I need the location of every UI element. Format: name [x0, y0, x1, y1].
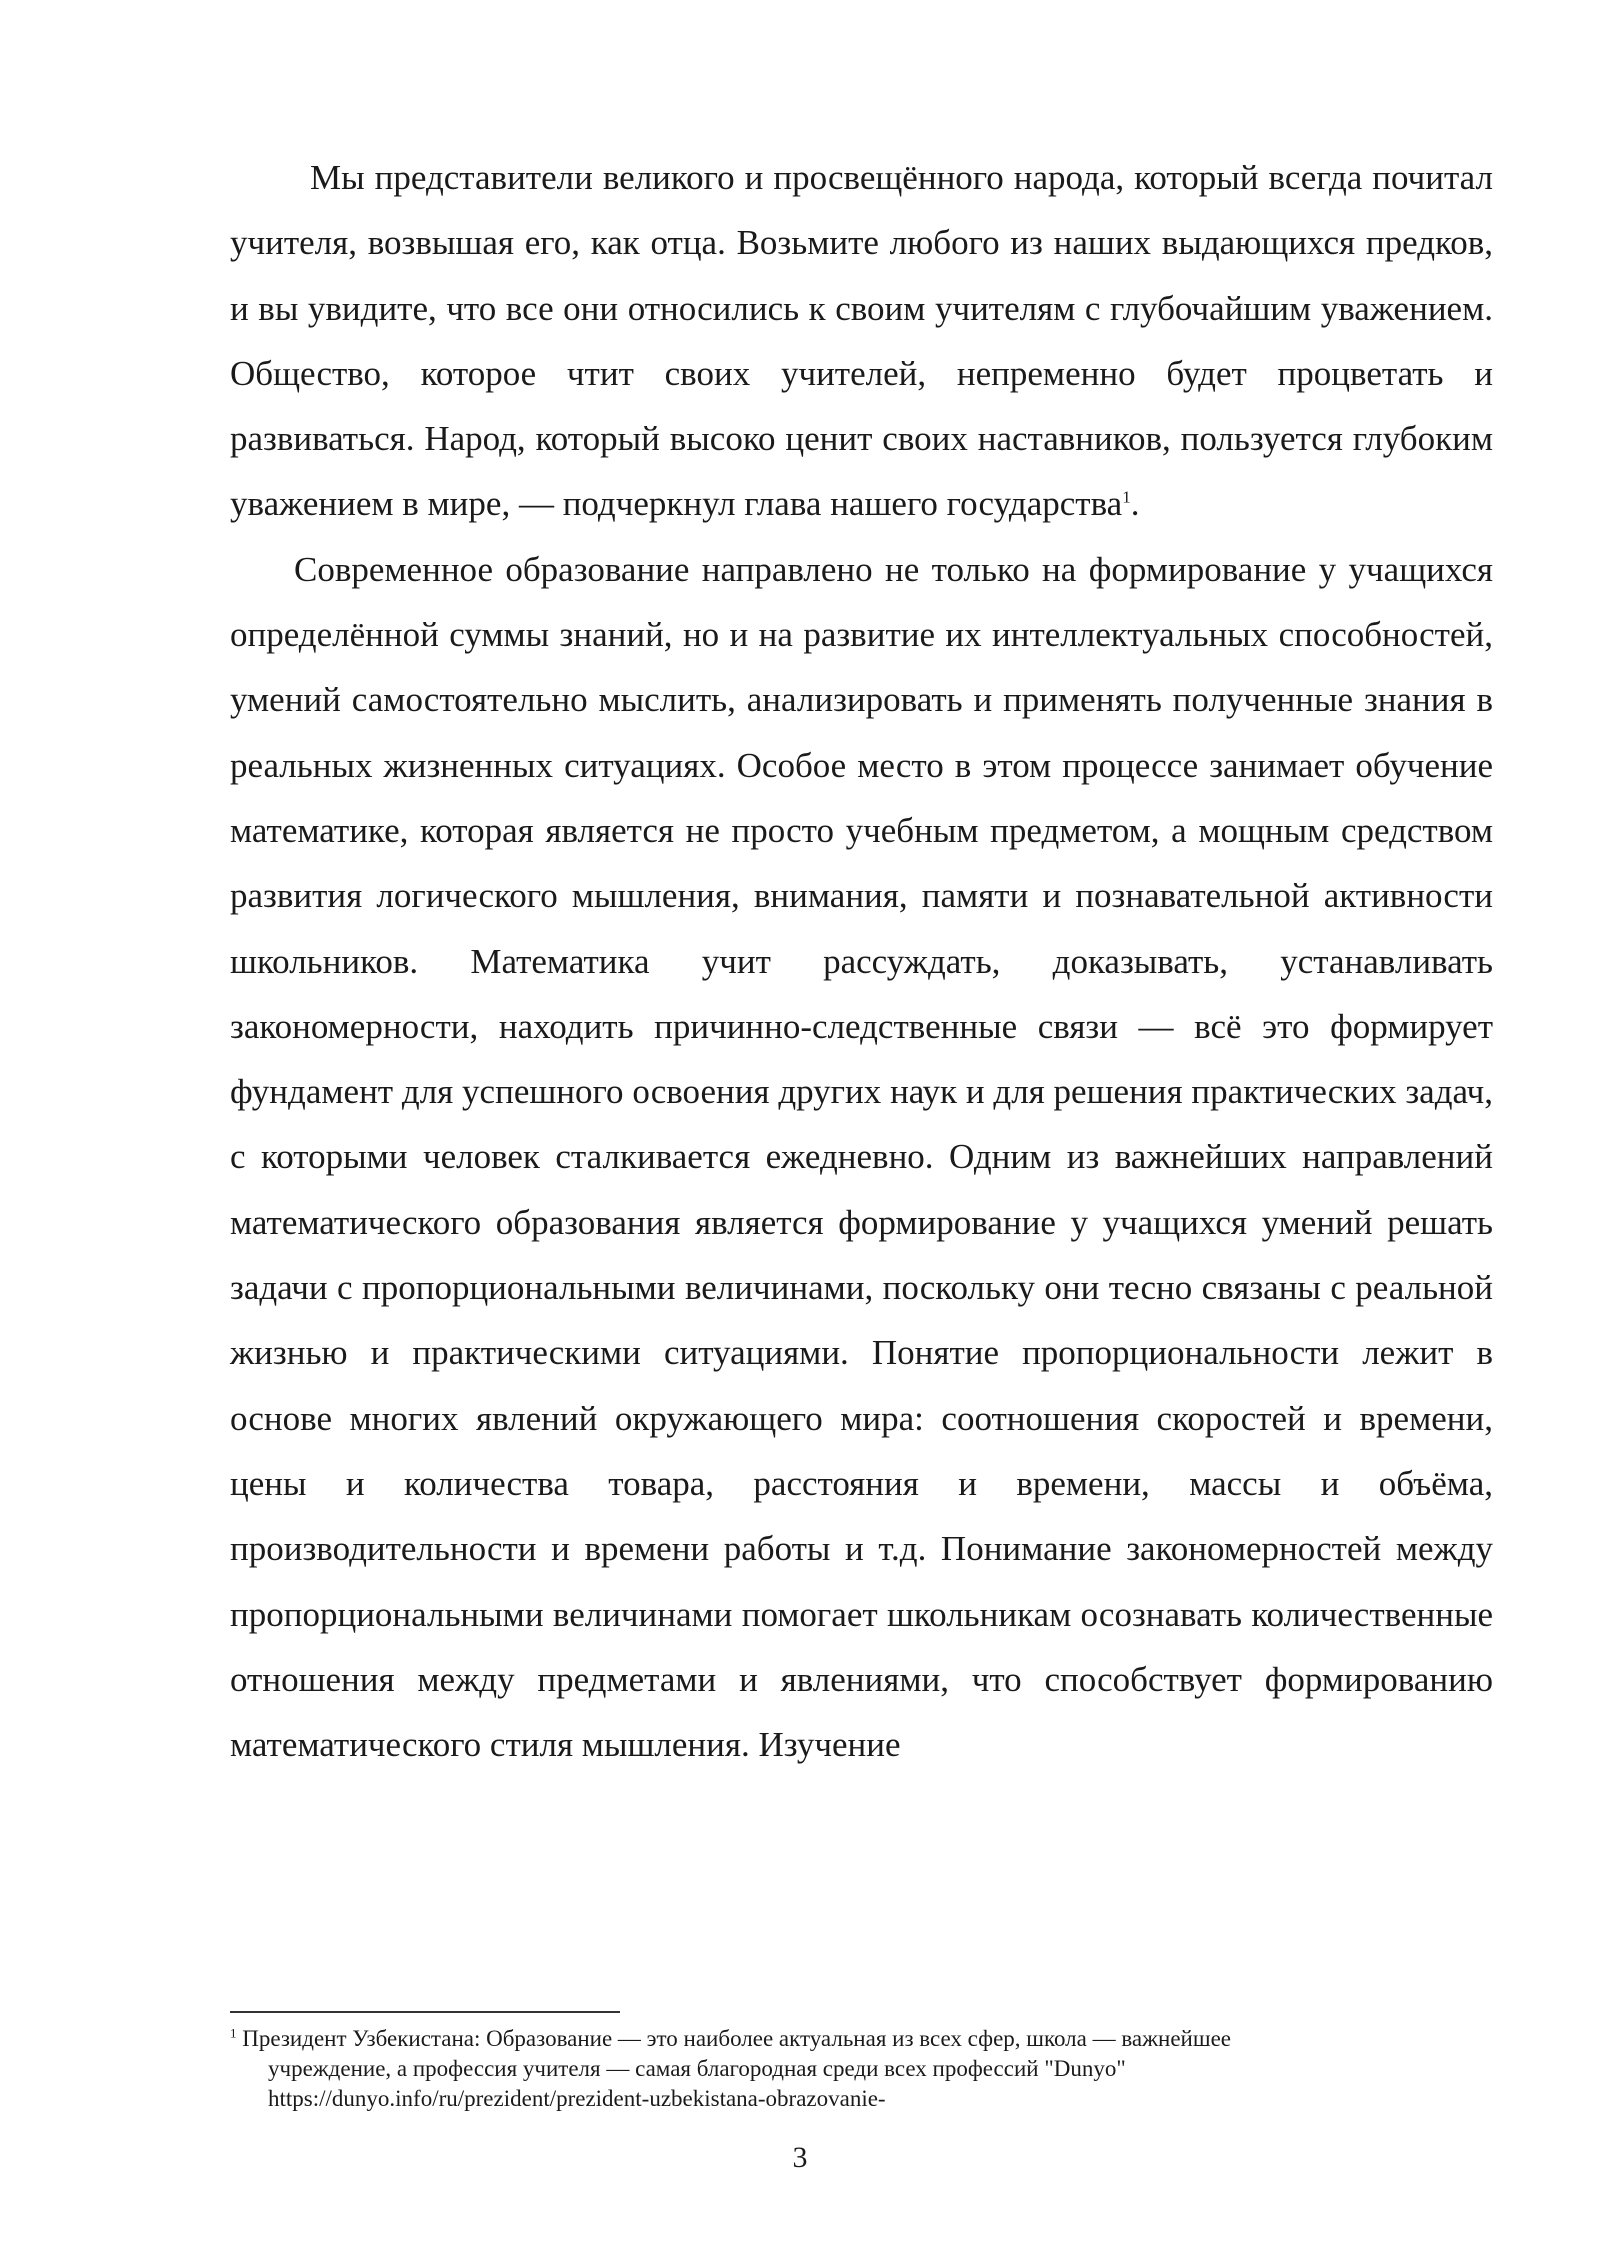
- footnote-reference[interactable]: 1: [1122, 487, 1131, 507]
- paragraph-2-text: Современное образование направлено не только на формирование у учащихся определённой суммы знаний, но и на развитие их интеллектуальных способностей, умений самостоятельно мыслить, анализировать и применять полученные знания в реальных жизненных ситуациях. Особое место в этом процессе занимает обучение математике, которая является не просто учебным предметом, а мощным средством развития логического мышления, внимания, памяти и познавательной активности школьников. Математика учит рассуждать, доказывать, устанавливать закономерности, находить причинно-следственные связи — всё это формирует фундамент для успешного освоения других наук и для решения практических задач, с которыми человек сталкивается ежедневно. Одним из важнейших направлений математического образования является формирование у учащихся умений решать задачи с пропорциональными величинами, поскольку они тесно связаны с реальной жизнью и практическими ситуациями. Понятие пропорциональности лежит в основе многих явлений окружающего мира: соотношения скоростей и времени, цены и количества товара, расстояния и времени, массы и объёма, производительности и времени работы и т.д. Понимание закономерностей между пропорциональными величинами помогает школьникам осознавать количественные отношения между предметами и явлениями, что способствует формированию математического стиля мышления. Изучение: [230, 549, 1493, 1765]
- paragraph-2: [230, 537, 1493, 1778]
- footnote: [230, 2024, 1470, 2114]
- paragraph-1-tail: .: [1130, 484, 1140, 524]
- paragraph-1: [230, 145, 1493, 537]
- footnote-number: 1: [230, 2025, 237, 2041]
- page-number: 3: [792, 2141, 808, 2174]
- body-text: [230, 145, 1493, 1777]
- footnote-link[interactable]: https://dunyo.info/ru/prezident/prezident-uzbekistana-obrazovanie-: [268, 2086, 886, 2111]
- paragraph-1-text: Мы представители великого и просвещённого народа, который всегда почитал учителя, возвышая его, как отца. Возьмите любого из наших выдающихся предков, и вы увидите, что все они относились к своим учителям с глубочайшим уважением. Общество, которое чтит своих учителей, непременно будет процветать и развиваться. Народ, который высоко ценит своих наставников, пользуется глубоким уважением в мире, — подчеркнул глава нашего государства: [230, 158, 1493, 524]
- footnote-text-1: Президент Узбекистана: Образование — это наиболее актуальная из всех сфер, школа — важнейшее: [242, 2026, 1231, 2051]
- footnote-line-1: [230, 2024, 1470, 2054]
- footnote-separator: [230, 2011, 620, 2013]
- footnote-line-2: учреждение, а профессия учителя — самая благородная среди всех профессий "Dunyo": [268, 2056, 1126, 2081]
